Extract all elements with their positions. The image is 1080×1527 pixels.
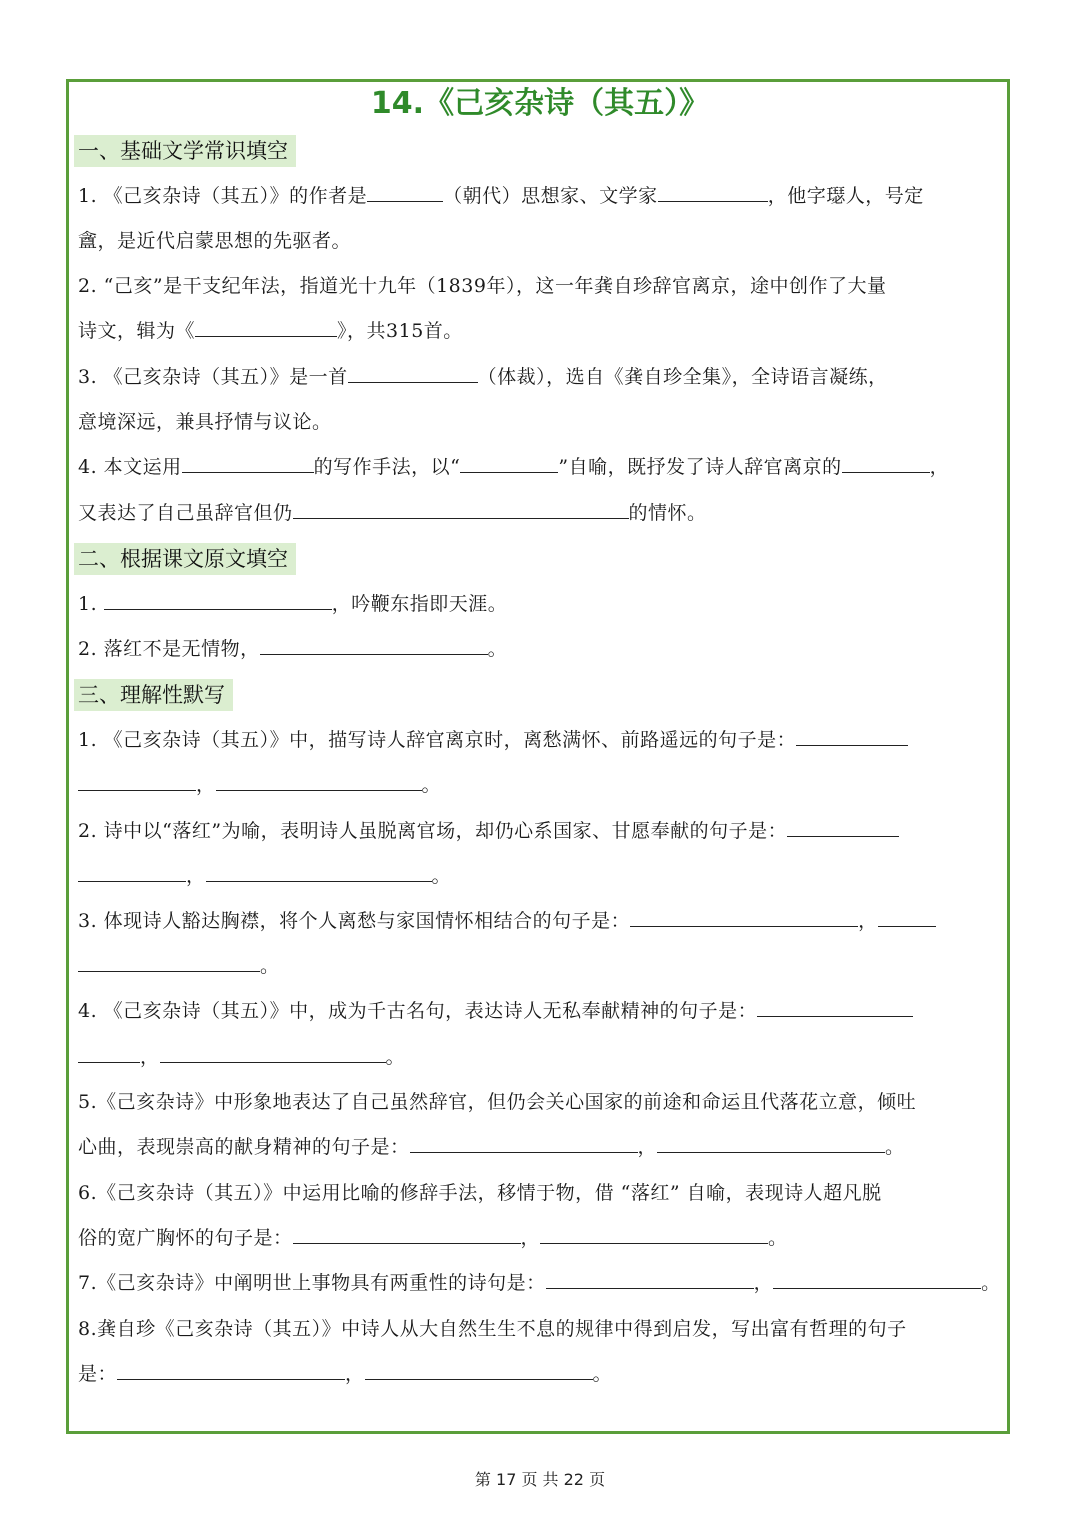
page-footer: 第 17 页 共 22 页	[474, 1470, 606, 1489]
blank[interactable]	[260, 634, 488, 655]
blank[interactable]	[878, 906, 936, 927]
blank[interactable]	[757, 996, 913, 1017]
blank[interactable]	[796, 725, 908, 746]
s1-q3-line1: 3. 《己亥杂诗（其五）》是一首 （体裁），选自《龚自珍全集》，全诗语言凝练，	[78, 362, 1004, 392]
s1-q3-line2: 意境深远，兼具抒情与议论。	[78, 411, 332, 433]
s1-q2-line2: 诗文，辑为《 》，共315首。	[78, 316, 1004, 346]
blank[interactable]	[460, 452, 558, 473]
blank[interactable]	[195, 316, 337, 337]
blank[interactable]	[657, 1132, 885, 1153]
blank[interactable]	[293, 498, 629, 519]
blank[interactable]	[540, 1223, 768, 1244]
blank[interactable]	[546, 1268, 754, 1289]
s2-q2: 2. 落红不是无情物， 。	[78, 634, 1004, 664]
s3-q8-line2: 是： ， 。	[78, 1359, 1004, 1389]
blank[interactable]	[365, 1359, 593, 1380]
s1-q1-line2: 盦，是近代启蒙思想的先驱者。	[78, 230, 352, 252]
blank[interactable]	[206, 861, 432, 882]
s3-q4-line1: 4. 《己亥杂诗（其五）》中，成为千古名句，表达诗人无私奉献精神的句子是：	[78, 996, 1004, 1026]
s3-q6-line1: 6.《己亥杂诗（其五）》中运用比喻的修辞手法，移情于物，借 “落红” 自喻，表现诗人超凡脱	[78, 1182, 882, 1204]
s3-q5-line2: 心曲，表现崇高的献身精神的句子是： ， 。	[78, 1132, 1004, 1162]
blank[interactable]	[293, 1223, 521, 1244]
blank[interactable]	[117, 1359, 345, 1380]
section-heading-3: 三、理解性默写	[74, 679, 233, 711]
blank[interactable]	[78, 861, 186, 882]
s1-q2-line1: 2. “己亥”是干支纪年法，指道光十九年（1839年），这一年龚自珍辞官离京，途中创作了大量	[78, 275, 887, 297]
s3-q4-line2: ， 。	[78, 1042, 1004, 1072]
blank[interactable]	[658, 181, 768, 202]
blank[interactable]	[367, 181, 443, 202]
s3-q3-line2: 。	[78, 951, 1004, 981]
blank[interactable]	[78, 770, 196, 791]
blank[interactable]	[182, 452, 314, 473]
blank[interactable]	[104, 589, 332, 610]
blank[interactable]	[842, 452, 930, 473]
blank[interactable]	[78, 951, 260, 972]
blank[interactable]	[216, 770, 422, 791]
section-heading-2: 二、根据课文原文填空	[74, 543, 296, 575]
s3-q3-line1: 3. 体现诗人豁达胸襟，将个人离愁与家国情怀相结合的句子是： ，	[78, 906, 1004, 936]
s3-q6-line2: 俗的宽广胸怀的句子是： ， 。	[78, 1223, 1004, 1253]
blank[interactable]	[773, 1268, 981, 1289]
blank[interactable]	[630, 906, 858, 927]
blank[interactable]	[78, 1042, 140, 1063]
s1-q4-line1: 4. 本文运用 的写作手法，以“ ”自喻，既抒发了诗人辞官离京的 ，	[78, 452, 1004, 482]
section-heading-1: 一、基础文学常识填空	[74, 135, 296, 167]
blank[interactable]	[410, 1132, 638, 1153]
blank[interactable]	[787, 816, 899, 837]
s3-q1-line2: ， 。	[78, 770, 1004, 800]
s3-q8-line1: 8.龚自珍《己亥杂诗（其五）》中诗人从大自然生生不息的规律中得到启发，写出富有哲理的句子	[78, 1318, 907, 1340]
s3-q7: 7.《己亥杂诗》中阐明世上事物具有两重性的诗句是： ， 。	[78, 1268, 1004, 1298]
s2-q1: 1. ，吟鞭东指即天涯。	[78, 589, 1004, 619]
blank[interactable]	[348, 362, 478, 383]
s1-q1-line1: 1. 《己亥杂诗（其五）》的作者是 （朝代）思想家、文学家 ，他字璱人，号定	[78, 181, 1004, 211]
blank[interactable]	[160, 1042, 386, 1063]
page-title: 14.《己亥杂诗（其五）》	[370, 86, 710, 121]
s3-q1-line1: 1. 《己亥杂诗（其五）》中，描写诗人辞官离京时，离愁满怀、前路遥远的句子是：	[78, 725, 1004, 755]
s1-q4-line2: 又表达了自己虽辞官但仍 的情怀。	[78, 498, 1004, 528]
s3-q2-line1: 2. 诗中以“落红”为喻，表明诗人虽脱离官场，却仍心系国家、甘愿奉献的句子是：	[78, 816, 1004, 846]
s3-q5-line1: 5.《己亥杂诗》中形象地表达了自己虽然辞官，但仍会关心国家的前途和命运且代落花立意，倾吐	[78, 1091, 917, 1113]
s3-q2-line2: ， 。	[78, 861, 1004, 891]
